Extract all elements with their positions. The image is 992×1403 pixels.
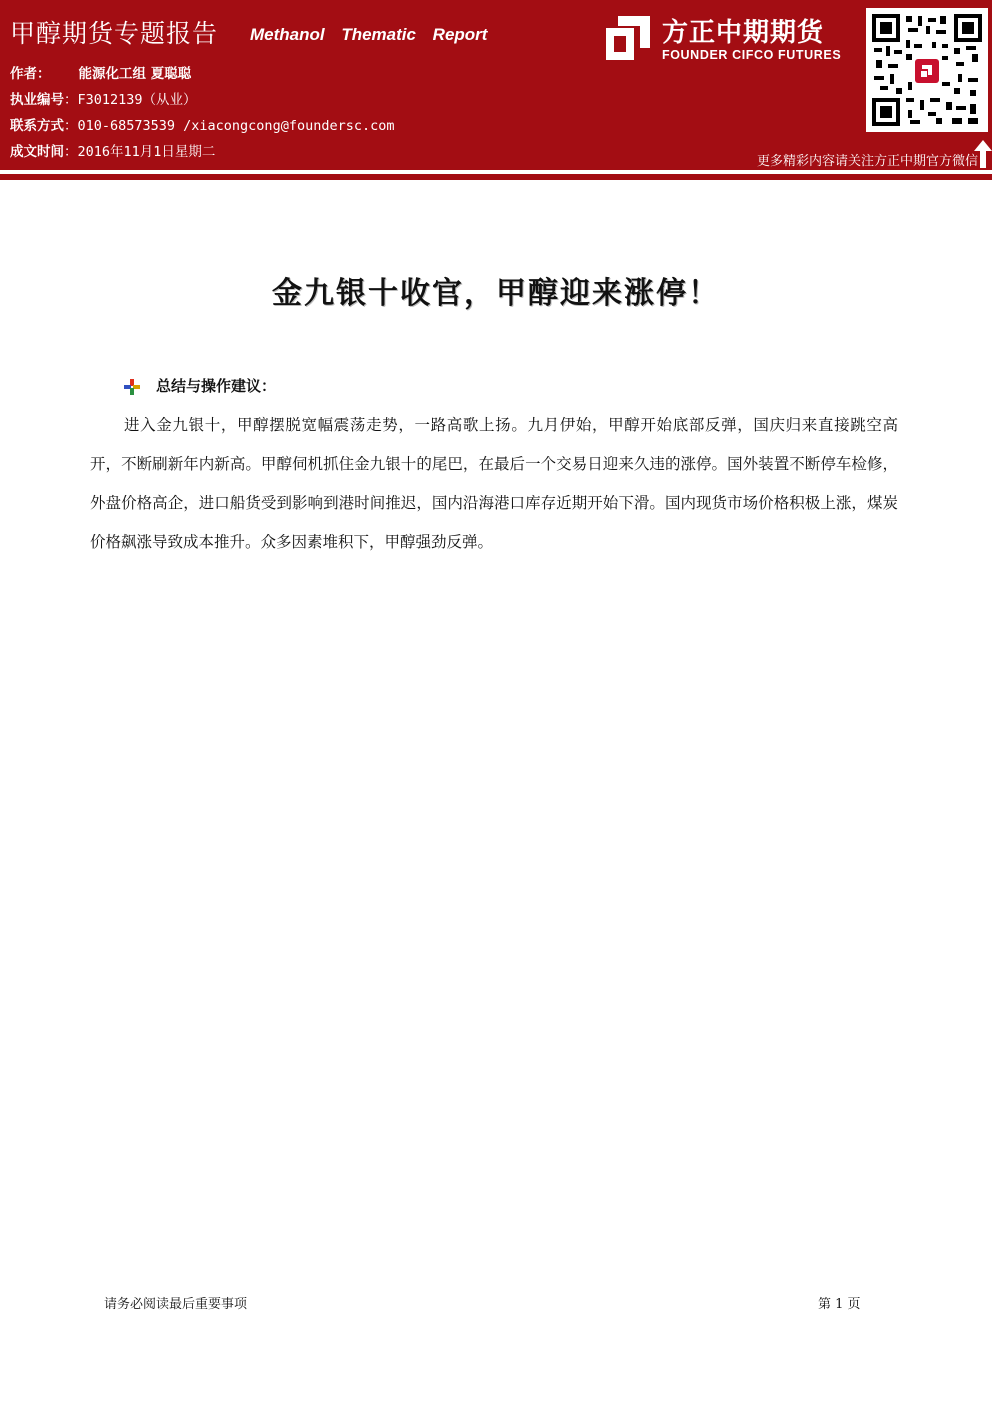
report-series-title: 甲醇期货专题报告 bbox=[10, 19, 219, 48]
wechat-qr-code bbox=[866, 8, 988, 132]
qr-code-icon bbox=[872, 14, 982, 126]
license-label: 执业编号 bbox=[10, 92, 64, 108]
company-name-cn: 方正中期期货 bbox=[662, 18, 825, 48]
page-number: 第 1 页 bbox=[818, 1297, 861, 1312]
header-divider bbox=[0, 174, 992, 180]
summary-paragraph: 进入金九银十，甲醇摆脱宽幅震荡走势，一路高歌上扬。九月伊始，甲醇开始底部反弹，国庆归来直接跳空高开，不断刷新年内新高。甲醇伺机抓住金九银十的尾巴，在最后一个交易日迎来久违的涨停。国外装置不断停车检修，外盘价格高企，进口船货受到影响到港时间推迟，国内沿海港口库存近期开始下滑。国内现货市场价格积极上涨，煤炭价格飙涨导致成本推升。众多因素堆积下，甲醇强劲反弹。 bbox=[90, 416, 898, 551]
author-value: 能源化工组 夏聪聪 bbox=[78, 66, 192, 82]
report-title: 金九银十收官，甲醇迎来涨停！ bbox=[272, 276, 720, 311]
license-value: ：F3012139（从业） bbox=[64, 92, 197, 108]
contact-value: ：010-68573539 /xiacongcong@foundersc.com bbox=[64, 118, 395, 134]
date-row bbox=[10, 140, 215, 160]
company-logo bbox=[604, 14, 856, 64]
wechat-follow-note: 更多精彩内容请关注方正中期官方微信 bbox=[756, 154, 978, 169]
bullet-icon bbox=[124, 379, 140, 395]
section-heading-text: 总结与操作建议： bbox=[156, 377, 277, 395]
footer-disclaimer-notice: 请务必阅读最后重要事项 bbox=[104, 1297, 248, 1312]
company-name-en: FOUNDER CIFCO FUTURES bbox=[662, 48, 842, 62]
up-arrow-icon bbox=[974, 140, 992, 168]
date-label: 成文时间 bbox=[10, 144, 64, 160]
license-row bbox=[10, 88, 197, 108]
founder-logo-icon bbox=[604, 14, 652, 62]
author-label: 作者： bbox=[10, 66, 51, 82]
date-value: ：2016年11月1日星期二 bbox=[64, 144, 216, 160]
contact-label: 联系方式 bbox=[10, 118, 64, 134]
contact-row bbox=[10, 114, 394, 134]
report-header-band bbox=[0, 0, 992, 170]
author-row bbox=[10, 62, 191, 82]
report-series-title-en: Methanol Thematic Report bbox=[250, 25, 488, 44]
section-heading bbox=[124, 375, 276, 397]
